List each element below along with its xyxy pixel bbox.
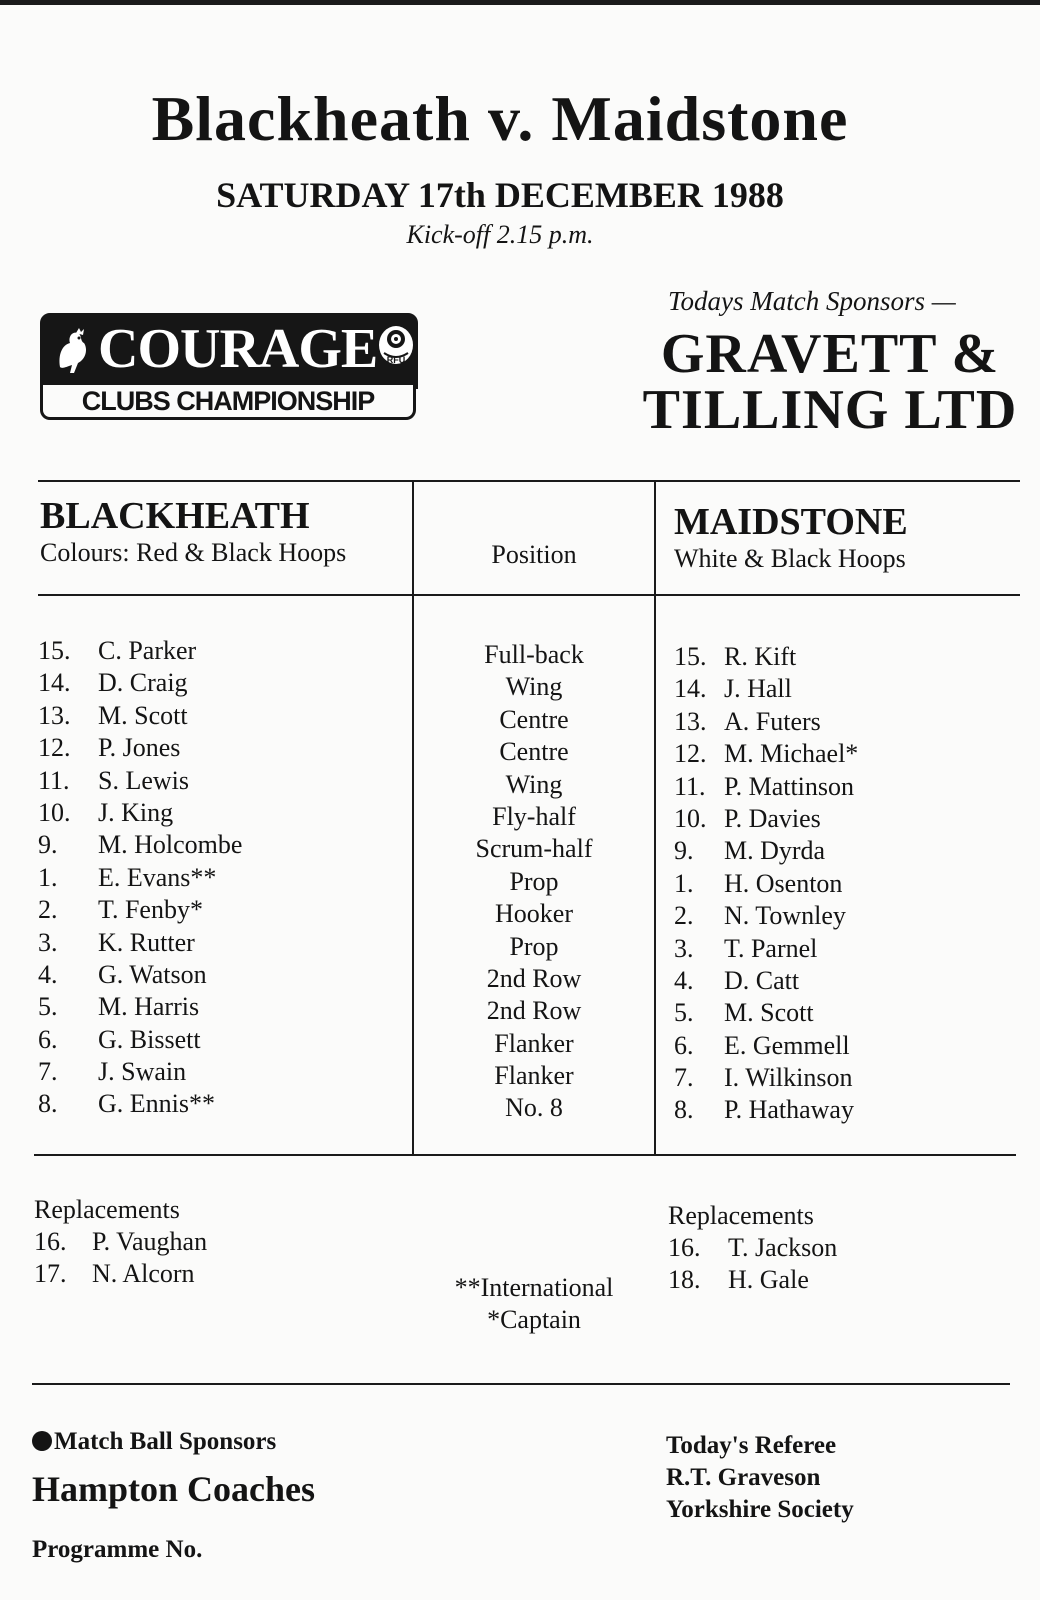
player-number: 12. xyxy=(38,733,71,763)
player-number: 11. xyxy=(674,771,706,801)
player-name: C. Parker xyxy=(98,636,197,665)
player-name: M. Scott xyxy=(724,998,814,1028)
away-player-list xyxy=(674,641,1024,1127)
player-name: J. Swain xyxy=(98,1057,187,1087)
player-name: M. Harris xyxy=(98,992,200,1022)
player-name: M. Holcombe xyxy=(98,830,243,860)
footer-rule xyxy=(32,1383,1010,1385)
player-name: I. Wilkinson xyxy=(724,1063,853,1093)
player-row xyxy=(674,738,1024,770)
position-item: Full-back xyxy=(484,640,584,669)
rose-emblem-icon xyxy=(376,323,416,379)
player-number: 13. xyxy=(674,706,707,736)
player-row xyxy=(674,835,1024,867)
player-row xyxy=(38,959,408,991)
player-row xyxy=(38,700,408,732)
player-row xyxy=(34,1258,404,1290)
player-row xyxy=(674,1062,1024,1094)
player-name: S. Lewis xyxy=(98,765,189,795)
player-row xyxy=(674,1094,1024,1126)
player-name: P. Vaughan xyxy=(92,1227,208,1256)
courage-logo xyxy=(40,313,418,423)
position-item: Wing xyxy=(505,672,563,702)
logo-brand: COURAGE xyxy=(98,318,378,380)
top-border xyxy=(0,0,1040,5)
player-number: 15. xyxy=(674,642,707,671)
position-header: Position xyxy=(491,540,577,569)
player-number: 4. xyxy=(674,965,694,995)
player-name: N. Alcorn xyxy=(92,1259,195,1289)
position-item: Flanker xyxy=(494,1028,574,1058)
player-name: G. Watson xyxy=(98,959,207,989)
player-number: 5. xyxy=(38,992,58,1022)
player-row xyxy=(674,965,1024,997)
position-item: No. 8 xyxy=(505,1093,563,1123)
player-name: D. Catt xyxy=(724,965,800,995)
home-team-name: BLACKHEATH xyxy=(40,495,310,537)
player-name: G. Bissett xyxy=(98,1024,201,1054)
player-row xyxy=(38,829,408,861)
table-bottom-rule xyxy=(34,1154,1016,1156)
table-top-rule xyxy=(38,480,1020,482)
player-row xyxy=(674,868,1024,900)
player-name: M. Scott xyxy=(98,700,188,730)
ball-sponsor-label xyxy=(32,1428,276,1456)
player-number: 3. xyxy=(674,933,694,963)
player-row xyxy=(668,1264,1018,1296)
kickoff-time: Kick-off 2.15 p.m. xyxy=(406,220,594,249)
player-name: J. Hall xyxy=(724,674,792,704)
cockerel-icon xyxy=(52,327,92,377)
home-player-list xyxy=(38,635,408,1121)
player-number: 9. xyxy=(38,830,58,860)
player-row xyxy=(674,771,1024,803)
player-name: N. Townley xyxy=(724,901,846,931)
player-row xyxy=(668,1232,1018,1264)
position-item: Prop xyxy=(509,931,559,961)
referee-name: R.T. Graveson xyxy=(666,1464,821,1491)
bullet-icon xyxy=(32,1431,52,1451)
player-name: T. Parnel xyxy=(724,933,818,963)
table-divider-right xyxy=(654,482,656,1154)
player-number: 2. xyxy=(674,901,694,931)
player-row xyxy=(38,765,408,797)
player-row xyxy=(38,862,408,894)
player-name: K. Rutter xyxy=(98,927,195,957)
player-row xyxy=(38,894,408,926)
player-row xyxy=(674,997,1024,1029)
player-name: P. Hathaway xyxy=(724,1095,854,1125)
legend-international: **International xyxy=(454,1273,614,1302)
player-row xyxy=(674,900,1024,932)
player-number: 16. xyxy=(668,1233,701,1262)
player-row xyxy=(674,641,1024,673)
away-team-name: MAIDSTONE xyxy=(674,501,908,543)
player-name: T. Fenby* xyxy=(98,895,203,925)
player-row xyxy=(674,673,1024,705)
rose-emblem-text: RFU xyxy=(386,355,406,365)
player-number: 8. xyxy=(38,1089,58,1119)
player-number: 15. xyxy=(38,636,71,665)
home-replacements-label: Replacements xyxy=(34,1195,180,1224)
sponsor-label: Todays Match Sponsors — xyxy=(668,286,956,316)
player-number: 5. xyxy=(674,998,694,1028)
player-row xyxy=(38,1056,408,1088)
player-row xyxy=(38,1088,408,1120)
away-replacements-label: Replacements xyxy=(668,1201,814,1230)
table-header-rule xyxy=(38,594,1020,596)
player-number: 14. xyxy=(674,674,707,704)
player-row xyxy=(674,803,1024,835)
player-row xyxy=(38,797,408,829)
position-item: 2nd Row xyxy=(486,996,582,1026)
player-name: H. Gale xyxy=(728,1265,809,1295)
position-item: Prop xyxy=(509,866,559,896)
player-name: J. King xyxy=(98,797,174,827)
player-number: 8. xyxy=(674,1095,694,1125)
ball-sponsor-name: Hampton Coaches xyxy=(32,1469,316,1509)
sponsor-name-line1: GRAVETT & xyxy=(660,323,1000,385)
position-item: Wing xyxy=(505,769,563,799)
player-name: A. Futers xyxy=(724,706,821,736)
player-number: 11. xyxy=(38,765,70,795)
match-title: Blackheath v. Maidstone xyxy=(151,83,849,154)
player-number: 17. xyxy=(34,1259,67,1289)
player-row xyxy=(38,1024,408,1056)
legend xyxy=(414,1272,654,1336)
player-number: 2. xyxy=(38,895,58,925)
player-name: H. Osenton xyxy=(724,868,843,898)
position-list xyxy=(414,639,654,1125)
position-item: Fly-half xyxy=(492,801,576,831)
programme-number-label: Programme No. xyxy=(32,1536,203,1563)
player-number: 6. xyxy=(674,1030,694,1060)
position-item: 2nd Row xyxy=(486,963,582,993)
logo-subtitle: CLUBS CHAMPIONSHIP xyxy=(81,386,375,416)
player-name: P. Davies xyxy=(724,803,821,833)
player-number: 18. xyxy=(668,1265,701,1295)
match-date: SATURDAY 17th DECEMBER 1988 xyxy=(216,175,784,215)
player-row xyxy=(38,732,408,764)
player-name: D. Craig xyxy=(98,668,188,698)
away-team-colours: White & Black Hoops xyxy=(674,544,906,573)
position-item: Hooker xyxy=(495,899,573,929)
referee-label: Today's Referee xyxy=(666,1432,837,1459)
player-name: E. Evans** xyxy=(98,862,217,892)
position-item: Scrum-half xyxy=(475,834,593,864)
player-name: E. Gemmell xyxy=(724,1030,850,1060)
home-team-colours: Colours: Red & Black Hoops xyxy=(40,538,347,567)
player-number: 16. xyxy=(34,1227,67,1256)
player-number: 1. xyxy=(674,868,694,898)
player-number: 12. xyxy=(674,739,707,769)
player-name: R. Kift xyxy=(724,642,797,671)
player-number: 10. xyxy=(38,797,71,827)
player-number: 3. xyxy=(38,927,58,957)
position-item: Flanker xyxy=(494,1061,574,1091)
player-row xyxy=(38,635,408,667)
player-name: P. Mattinson xyxy=(724,771,855,801)
player-name: T. Jackson xyxy=(728,1233,838,1262)
home-replacements xyxy=(34,1194,404,1291)
player-number: 13. xyxy=(38,700,71,730)
player-row xyxy=(38,667,408,699)
player-number: 10. xyxy=(674,803,707,833)
player-number: 9. xyxy=(674,836,694,866)
referee-block xyxy=(666,1430,854,1526)
player-row xyxy=(674,706,1024,738)
player-number: 7. xyxy=(674,1063,694,1093)
player-row xyxy=(674,1030,1024,1062)
player-name: M. Michael* xyxy=(724,739,859,769)
position-item: Centre xyxy=(499,704,569,734)
player-row xyxy=(38,991,408,1023)
away-replacements xyxy=(668,1200,1018,1297)
player-number: 4. xyxy=(38,959,58,989)
ball-sponsor-label-text: Match Ball Sponsors xyxy=(54,1428,277,1455)
player-number: 6. xyxy=(38,1024,58,1054)
player-row xyxy=(38,927,408,959)
legend-captain: *Captain xyxy=(487,1305,581,1334)
position-item: Centre xyxy=(499,737,569,767)
player-number: 7. xyxy=(38,1057,58,1087)
player-name: M. Dyrda xyxy=(724,836,826,866)
logo-banner xyxy=(40,313,418,389)
player-name: P. Jones xyxy=(98,733,181,763)
referee-society: Yorkshire Society xyxy=(666,1496,854,1523)
sponsor-name xyxy=(640,323,1020,441)
player-number: 14. xyxy=(38,668,71,698)
player-row xyxy=(674,933,1024,965)
player-number: 1. xyxy=(38,862,58,892)
sponsor-name-line2: TILLING LTD xyxy=(642,379,1018,441)
player-row xyxy=(34,1226,404,1258)
player-name: G. Ennis** xyxy=(98,1089,215,1119)
